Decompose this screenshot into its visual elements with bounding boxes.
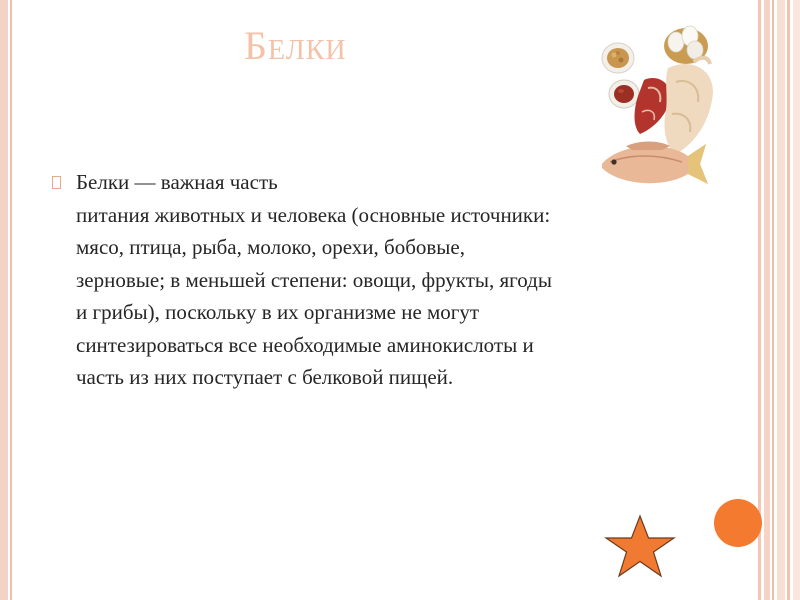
bullet-line: питания животных и человека (основные источники: — [76, 202, 551, 227]
right-stripe — [787, 0, 790, 600]
bullet-line: Белки — важная часть — [76, 170, 278, 194]
right-stripe — [793, 0, 800, 600]
left-frame-border — [0, 0, 8, 600]
bullet-line: и грибы), поскольку в их организме не могут — [76, 300, 480, 324]
bullet-marker-icon — [52, 176, 61, 189]
bullet-line: синтезироваться все необходимые аминокислоты и — [76, 332, 534, 357]
slide-title: Белки — [244, 23, 347, 68]
bullet-line: часть из них поступает с белковой пищей. — [76, 365, 454, 389]
orange-circle-decoration — [713, 498, 763, 548]
right-stripe — [777, 0, 785, 600]
right-stripe — [772, 0, 774, 600]
right-stripe — [764, 0, 770, 600]
star-decoration-icon — [604, 514, 676, 578]
bullet-line: мясо, птица, рыба, молоко, орехи, бобовые, — [76, 235, 465, 259]
left-frame-line — [10, 0, 12, 600]
bullet-line: зерновые; в меньшей степени: овощи, фрукты, ягоды — [76, 267, 552, 292]
bullet-text — [76, 166, 716, 394]
